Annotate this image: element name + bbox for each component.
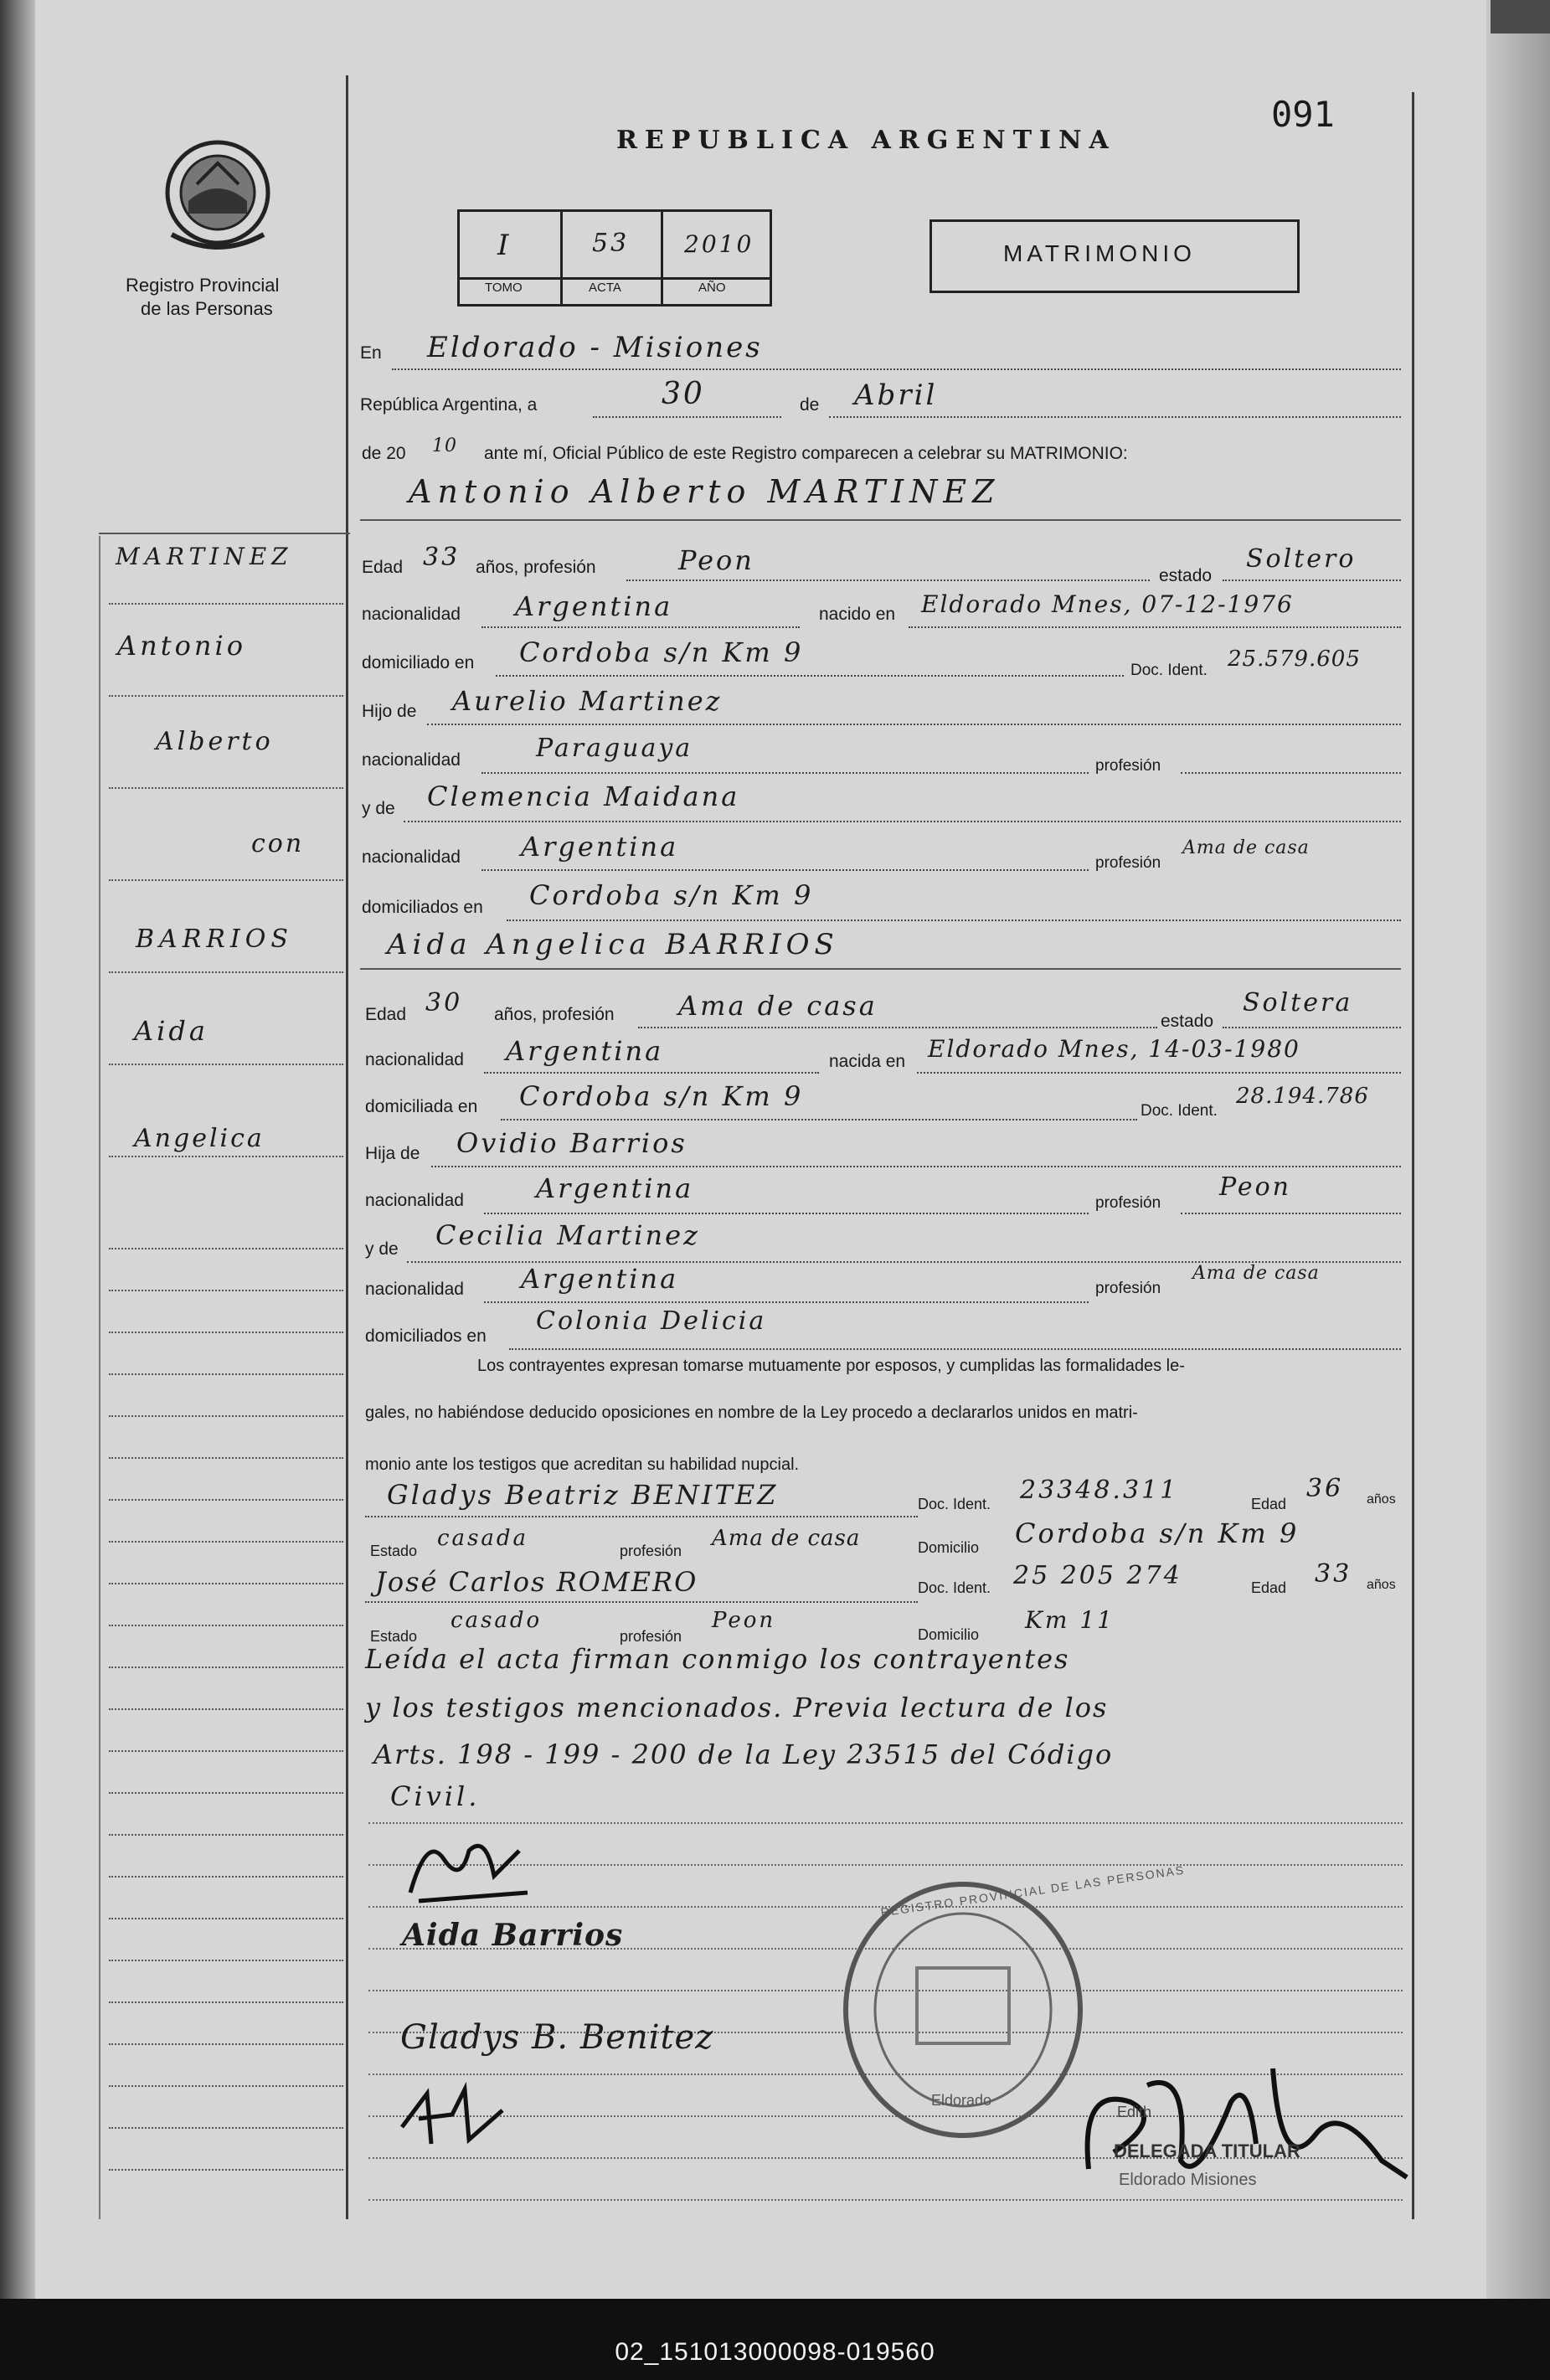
c2-padre-prof-label: profesión <box>1095 1194 1161 1212</box>
t1-doc-label: Doc. Ident. <box>918 1496 991 1512</box>
c1-estado: Soltero <box>1246 544 1357 574</box>
province-seal-icon <box>155 134 281 260</box>
scan-file-id: 02_151013000098-019560 <box>615 2338 935 2366</box>
c2-estado: Soltera <box>1243 988 1353 1017</box>
anio-value: 2010 <box>684 230 754 258</box>
c1-padres-dom: Cordoba s/n Km 9 <box>529 879 814 911</box>
margen-apellido1: MARTINEZ <box>116 543 293 570</box>
contrayente2-nombre: Aida Angelica BARRIOS <box>387 928 839 961</box>
margen-nombre1: Antonio <box>117 630 246 662</box>
c2-doc: 28.194.786 <box>1236 1084 1369 1109</box>
tipo-acta: MATRIMONIO <box>1003 240 1196 266</box>
c2-madre-nac-label: nacionalidad <box>365 1280 464 1299</box>
official-title: DELEGADA TITULAR <box>1114 2140 1300 2161</box>
margin-top-rule <box>99 533 350 534</box>
c2-hija-label: Hija de <box>365 1144 420 1163</box>
t1-domicilio: Cordoba s/n Km 9 <box>1015 1517 1300 1549</box>
t1-edad: 36 <box>1306 1474 1344 1503</box>
left-margin-line <box>99 536 100 2219</box>
cierre-linea1: Leída el acta firman conmigo los contrayentes <box>365 1643 1070 1675</box>
c2-madre-nac: Argentina <box>521 1263 679 1295</box>
t1-edad-label: Edad <box>1251 1496 1287 1512</box>
t1-estado-label: Estado <box>370 1543 418 1559</box>
en-label: En <box>360 343 382 363</box>
c2-madre-prof: Ama de casa <box>1192 1263 1320 1284</box>
contrayente1-nombre: Antonio Alberto MARTINEZ <box>409 473 1001 510</box>
c1-edad-label: Edad <box>362 558 404 577</box>
official-name: Edith <box>1117 2104 1152 2120</box>
c2-padres-dom-label: domiciliados en <box>365 1327 487 1346</box>
country-heading: REPUBLICA ARGENTINA <box>616 126 1116 155</box>
c2-padre-nac-label: nacionalidad <box>365 1191 464 1210</box>
c1-madre-nac-label: nacionalidad <box>362 847 461 867</box>
c1-domicilio: Cordoba s/n Km 9 <box>519 636 804 668</box>
official-location: Eldorado Misiones <box>1119 2171 1257 2189</box>
c1-doc-label: Doc. Ident. <box>1130 662 1208 679</box>
c2-edad: 30 <box>425 988 463 1017</box>
margen-con: con <box>251 829 305 858</box>
margen-nombre3: Aida <box>134 1015 209 1047</box>
page-edge <box>1486 0 1550 2299</box>
t2-anos-label: años <box>1367 1578 1396 1592</box>
c1-madre-prof: Ama de casa <box>1182 837 1310 858</box>
folio-number: 091 <box>1271 94 1335 135</box>
anio-suffix: 10 <box>432 435 457 456</box>
t2-doc: 25 205 274 <box>1013 1561 1182 1590</box>
c1-nacionalidad: Argentina <box>515 590 673 622</box>
mes-value: Abril <box>854 379 938 412</box>
c1-nacido: Eldorado Mnes, 07-12-1976 <box>921 590 1294 618</box>
t2-domicilio: Km 11 <box>1025 1606 1115 1634</box>
c1-nacionalidad-label: nacionalidad <box>362 605 461 624</box>
c1-edad: 33 <box>423 543 461 572</box>
t2-estado: casado <box>451 1608 543 1633</box>
t1-dom-label: Domicilio <box>918 1539 980 1556</box>
right-margin-line <box>1412 92 1414 2219</box>
left-column-divider <box>346 75 348 2219</box>
margen-nombre2: Alberto <box>156 727 274 756</box>
c1-padres-dom-label: domiciliados en <box>362 898 483 917</box>
lugar-value: Eldorado - Misiones <box>427 331 763 364</box>
c1-estado-label: estado <box>1159 566 1213 585</box>
registry-name-line1: Registro Provincial <box>126 275 280 296</box>
c2-padre: Ovidio Barrios <box>456 1127 687 1159</box>
tomo-value: I <box>497 229 512 262</box>
c1-padre-prof-label: profesión <box>1095 757 1161 775</box>
cierre-linea3: Arts. 198 - 199 - 200 de la Ley 23515 del Código <box>373 1739 1114 1770</box>
tomo-label: TOMO <box>485 281 523 295</box>
declaracion-linea3: monio ante los testigos que acreditan su habilidad nupcial. <box>365 1455 800 1474</box>
c2-padre-prof: Peon <box>1219 1172 1291 1202</box>
signature-contrayente1-icon <box>394 1826 561 1918</box>
t1-estado: casada <box>437 1526 529 1551</box>
c1-padre-nac-label: nacionalidad <box>362 750 461 770</box>
c2-estado-label: estado <box>1161 1012 1214 1031</box>
t2-edad: 33 <box>1315 1559 1352 1589</box>
c1-padre-nac: Paraguaya <box>536 734 693 763</box>
c2-madre-prof-label: profesión <box>1095 1280 1161 1297</box>
margen-apellido2: BARRIOS <box>136 925 293 954</box>
registry-name-line2: de las Personas <box>141 298 273 319</box>
c2-profesion: Ama de casa <box>678 990 878 1022</box>
c2-nacionalidad-label: nacionalidad <box>365 1050 464 1069</box>
de-label: de <box>800 395 820 415</box>
c1-madre-prof-label: profesión <box>1095 854 1161 872</box>
c2-yde-label: y de <box>365 1239 399 1259</box>
acta-label: ACTA <box>589 281 621 295</box>
c2-madre: Cecilia Martinez <box>435 1219 700 1251</box>
page-corner <box>1491 0 1550 33</box>
stamp-bottom-text: Eldorado <box>931 2092 992 2109</box>
book-spine <box>0 0 35 2299</box>
anio-prefix: de 20 <box>362 444 406 463</box>
tipo-acta-box <box>929 219 1300 293</box>
declaracion-linea2: gales, no habiéndose deducido oposiciones en nombre de la Ley procedo a declararlos unidos en matri- <box>365 1404 1138 1422</box>
signature-testigo1: Gladys B. Benitez <box>400 2018 714 2057</box>
c1-madre: Clemencia Maidana <box>427 780 740 812</box>
t1-profesion: Ama de casa <box>712 1526 861 1551</box>
t1-anos-label: años <box>1367 1492 1396 1507</box>
c2-domicilio: Cordoba s/n Km 9 <box>519 1080 804 1112</box>
republica-label: República Argentina, a <box>360 395 538 415</box>
c2-padre-nac: Argentina <box>536 1172 694 1204</box>
c2-nacida-label: nacida en <box>829 1052 906 1071</box>
stamp-text: REGISTRO PROVINCIAL DE LAS PERSONAS <box>879 1862 1187 1919</box>
cierre-linea2: y los testigos mencionados. Previa lectura de los <box>365 1692 1109 1723</box>
c1-yde-label: y de <box>362 799 395 818</box>
dia-value: 30 <box>662 377 705 411</box>
declaracion-linea1: Los contrayentes expresan tomarse mutuamente por esposos, y cumplidas las formalidades le- <box>477 1357 1185 1375</box>
c2-nacida: Eldorado Mnes, 14-03-1980 <box>928 1035 1300 1063</box>
t2-profesion: Peon <box>712 1608 776 1633</box>
cierre-linea4: Civil. <box>390 1780 481 1812</box>
t1-prof-label: profesión <box>620 1543 682 1559</box>
t1-doc: 23348.311 <box>1020 1476 1179 1505</box>
c1-nacido-label: nacido en <box>819 605 896 624</box>
c1-madre-nac: Argentina <box>521 831 679 863</box>
c2-profesion-label: años, profesión <box>494 1005 615 1024</box>
c2-nacionalidad: Argentina <box>506 1035 664 1067</box>
intro-text: ante mí, Oficial Público de este Registro comparecen a celebrar su MATRIMONIO: <box>484 444 1128 463</box>
signature-contrayente2: Aida Barrios <box>402 1918 624 1953</box>
margen-nombre4: Angelica <box>134 1124 265 1153</box>
t2-doc-label: Doc. Ident. <box>918 1579 991 1596</box>
c2-edad-label: Edad <box>365 1005 407 1024</box>
c2-padres-dom: Colonia Delicia <box>536 1306 767 1336</box>
c1-padre: Aurelio Martinez <box>452 685 723 717</box>
testigo2-nombre: José Carlos ROMERO <box>375 1566 698 1598</box>
anio-label: AÑO <box>698 281 726 295</box>
acta-value: 53 <box>592 229 630 258</box>
c1-doc: 25.579.605 <box>1228 647 1361 672</box>
signature-testigo2-icon <box>394 2077 511 2152</box>
t2-prof-label: profesión <box>620 1628 682 1645</box>
t2-edad-label: Edad <box>1251 1579 1287 1596</box>
c1-hijo-label: Hijo de <box>362 702 417 721</box>
c2-doc-label: Doc. Ident. <box>1141 1102 1218 1120</box>
c1-profesion: Peon <box>678 544 754 576</box>
c1-domicilio-label: domiciliado en <box>362 653 475 672</box>
acta-reference-box <box>457 209 772 307</box>
t2-dom-label: Domicilio <box>918 1626 980 1643</box>
c2-domicilio-label: domiciliada en <box>365 1097 478 1116</box>
testigo1-nombre: Gladys Beatriz BENITEZ <box>387 1479 779 1511</box>
t2-estado-label: Estado <box>370 1628 418 1645</box>
c1-profesion-label: años, profesión <box>476 558 596 577</box>
